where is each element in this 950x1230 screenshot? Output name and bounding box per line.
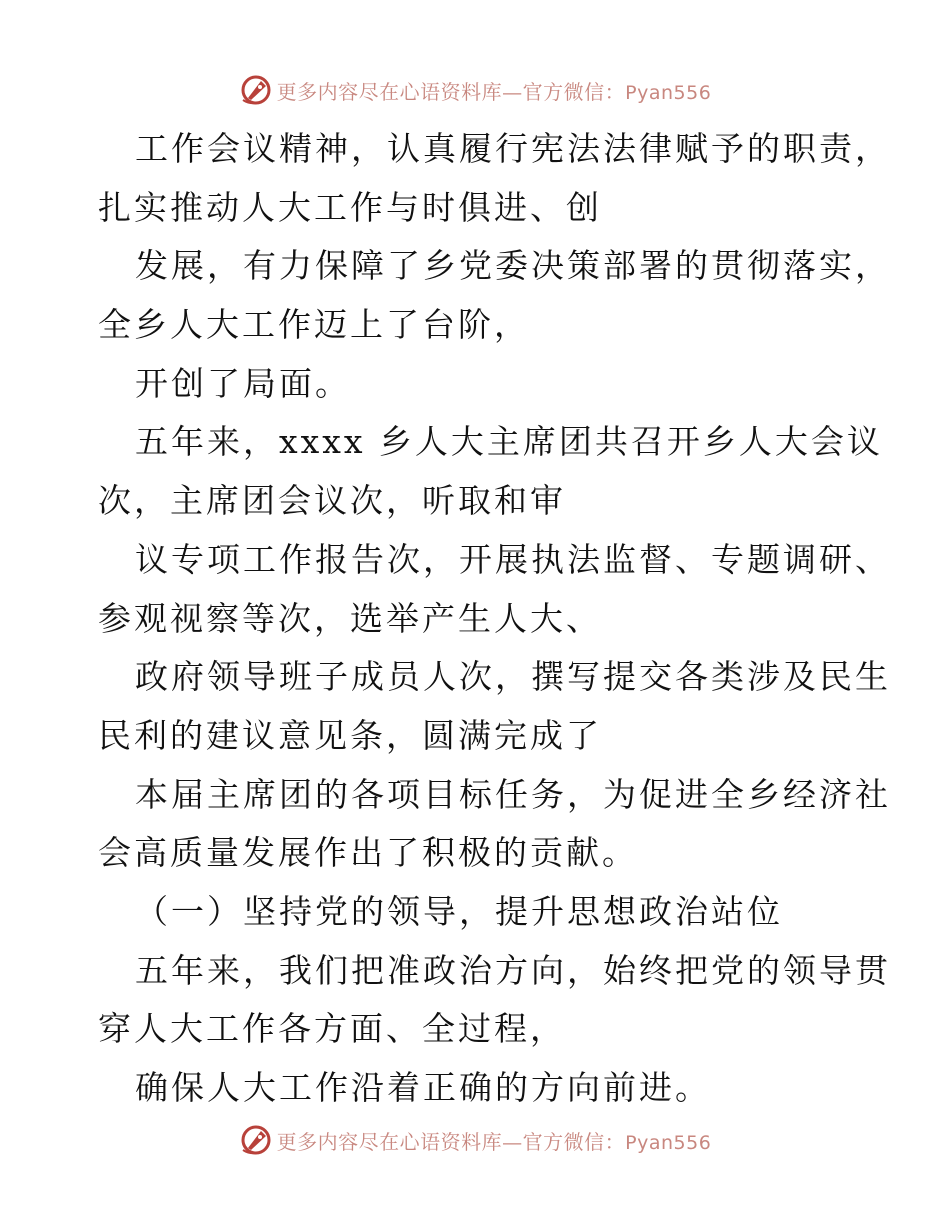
section-heading: （一）坚持党的领导，提升思想政治站位: [135, 891, 783, 931]
text-line: 扎实推动人大工作与时俱进、创: [98, 187, 602, 227]
text-line: 穿人大工作各方面、全过程，: [98, 1009, 566, 1049]
text-line: 议专项工作报告次，开展执法监督、专题调研、: [135, 539, 891, 579]
document-body: [98, 120, 891, 1118]
text-line: 发展，有力保障了乡党委决策部署的贯彻落实，: [135, 246, 891, 286]
text-line: 开创了局面。: [135, 363, 351, 403]
text-line: 全乡人大工作迈上了台阶，: [98, 305, 530, 345]
footer-watermark: [0, 1120, 950, 1160]
watermark-text: [277, 1126, 712, 1155]
text-line: 政府领导班子成员人次，撰写提交各类涉及民生: [135, 657, 891, 697]
text-line: 工作会议精神，认真履行宪法法律赋予的职责，: [135, 129, 891, 168]
pen-nib-logo-icon: [239, 73, 273, 107]
text-line: 民利的建议意见条，圆满完成了: [98, 715, 602, 755]
watermark-text: [277, 76, 712, 105]
watermark-label: 更多内容尽在心语资料库—官方微信：: [276, 79, 626, 104]
text-line: 五年来，我们把准政治方向，始终把党的领导贯: [135, 950, 891, 990]
text-line: 五年来，xxxx 乡人大主席团共召开乡人大会议: [135, 422, 883, 462]
text-line: 次，主席团会议次，听取和审: [98, 481, 566, 521]
pen-nib-logo-icon: [239, 1123, 273, 1157]
text-line: 会高质量发展作出了积极的贡献。: [98, 833, 638, 873]
watermark-account: Pyan556: [625, 81, 712, 104]
text-line: 参观视察等次，选举产生人大、: [98, 598, 602, 638]
text-line: 确保人大工作沿着正确的方向前进。: [135, 1068, 711, 1107]
watermark-label: 更多内容尽在心语资料库—官方微信：: [276, 1129, 626, 1154]
header-watermark: [0, 70, 950, 110]
text-line: 本届主席团的各项目标任务，为促进全乡经济社: [135, 774, 891, 814]
watermark-account: Pyan556: [625, 1131, 712, 1154]
